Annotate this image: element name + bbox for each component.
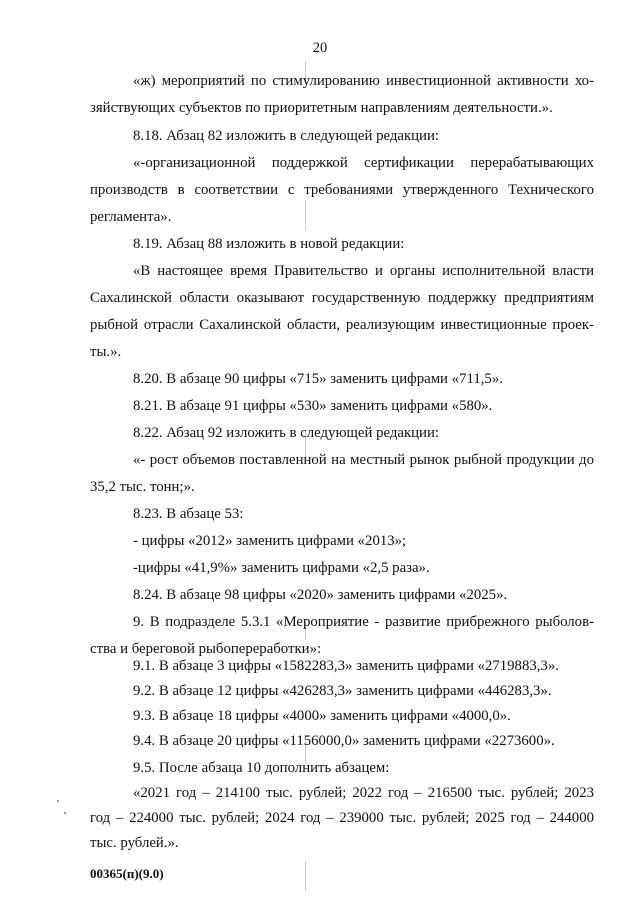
text-line: 8.19. Абзац 88 изложить в новой редакции: bbox=[133, 236, 405, 252]
scan-artifact-dot bbox=[64, 812, 66, 814]
text-line: год – 224000 тыс. рублей; 2024 год – 239000 тыс. рублей; 2025 год – 244000 bbox=[90, 810, 594, 826]
scan-artifact-dot bbox=[57, 800, 59, 802]
text-line: 8.23. В абзаце 53: bbox=[133, 506, 244, 522]
text-line: -цифры «41,9%» заменить цифрами «2,5 раза». bbox=[133, 560, 430, 576]
text-line: 8.21. В абзаце 91 цифры «530» заменить цифрами «580». bbox=[133, 398, 493, 414]
text-line: 9. В подразделе 5.3.1 «Мероприятие - развитие прибрежного рыболов- bbox=[133, 614, 594, 630]
text-line: 8.20. В абзаце 90 цифры «715» заменить цифрами «711,5». bbox=[133, 371, 503, 387]
text-line: производств в соответствии с требованиями утвержденного Технического bbox=[90, 182, 594, 198]
text-line: 8.18. Абзац 82 изложить в следующей редакции: bbox=[133, 128, 440, 144]
text-line: «ж) мероприятий по стимулированию инвестиционной активности хо- bbox=[133, 73, 594, 89]
text-line: рыбной отрасли Сахалинской области, реализующим инвестиционные проек- bbox=[90, 317, 594, 333]
text-line: 35,2 тыс. тонн;». bbox=[90, 479, 195, 495]
text-line: - цифры «2012» заменить цифрами «2013»; bbox=[133, 533, 407, 549]
text-line: ства и береговой рыбопереработки»: bbox=[90, 641, 322, 657]
scan-artifact-line bbox=[305, 200, 306, 230]
text-line: 9.2. В абзаце 12 цифры «426283,3» заменить цифрами «446283,3». bbox=[133, 683, 552, 699]
text-line: ты.». bbox=[90, 344, 122, 360]
document-code: 00365(п)(9.0) bbox=[90, 866, 164, 881]
text-line: зяйствующих субъектов по приоритетным направлениям деятельности.». bbox=[90, 100, 553, 116]
text-line: «В настоящее время Правительство и органы исполнительной власти bbox=[133, 263, 594, 279]
text-line: 9.1. В абзаце 3 цифры «1582283,3» заменить цифрами «2719883,3». bbox=[133, 658, 559, 674]
text-line: тыс. рублей.». bbox=[90, 835, 179, 851]
text-line: «- рост объемов поставленной на местный рынок рыбной продукции до bbox=[133, 452, 594, 468]
page-number: 20 bbox=[312, 40, 328, 56]
text-line: «2021 год – 214100 тыс. рублей; 2022 год – 216500 тыс. рублей; 2023 bbox=[133, 785, 594, 801]
text-line: «-организационной поддержкой сертификации перерабатывающих bbox=[133, 155, 594, 171]
text-line: 9.3. В абзаце 18 цифры «4000» заменить цифрами «4000,0». bbox=[133, 708, 511, 724]
text-line: 9.4. В абзаце 20 цифры «1156000,0» заменить цифрами «2273600». bbox=[133, 733, 555, 749]
text-line: 9.5. После абзаца 10 дополнить абзацем: bbox=[133, 760, 390, 776]
text-line: 8.24. В абзаце 98 цифры «2020» заменить цифрами «2025». bbox=[133, 587, 508, 603]
text-line: Сахалинской области оказывают государственную поддержку предприятиям bbox=[90, 290, 594, 306]
scan-artifact-line bbox=[305, 862, 306, 890]
text-line: 8.22. Абзац 92 изложить в следующей редакции: bbox=[133, 425, 440, 441]
text-line: регламента». bbox=[90, 209, 172, 225]
